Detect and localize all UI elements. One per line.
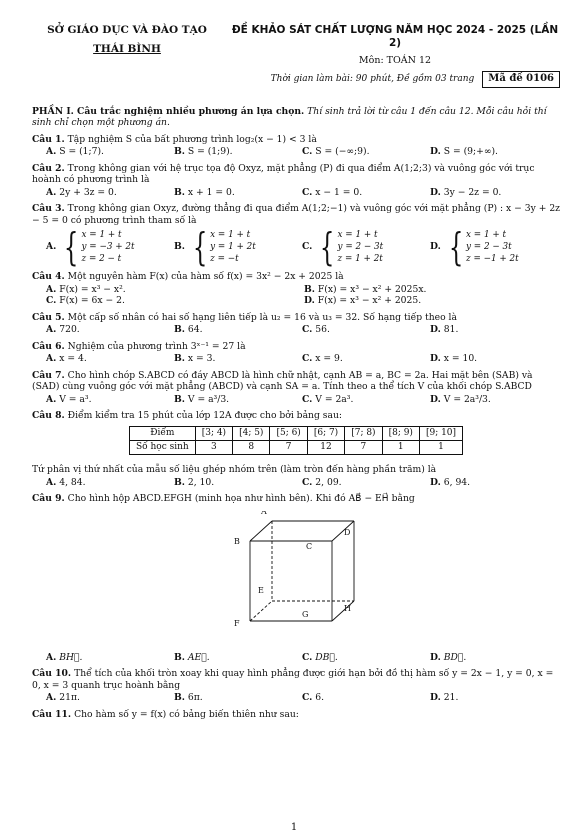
exam-header <box>32 24 560 88</box>
question-options <box>32 146 560 158</box>
exam-page <box>32 24 560 720</box>
question-text: Cho hình hộp ABCD.EFGH (minh họa như hình bên). Khi đó AB⃗ − EH⃗ bằng <box>67 493 415 505</box>
equation-lines <box>82 229 135 266</box>
table-header-cell: Số học sinh <box>129 440 195 454</box>
equation-line: y = 1 + 2t <box>210 241 256 252</box>
question-number: Câu 3. <box>32 203 65 215</box>
equation-system <box>59 225 135 270</box>
equation-system <box>444 225 519 270</box>
question-10-options <box>32 692 560 704</box>
question-text: Trong không gian với hệ trục tọa độ Oxyz, mặt phẳng (P) đi qua điểm A(1;2;3) và vuông góc với trục hoành có phương trình là <box>32 162 535 186</box>
equation-line: y = −3 + 2t <box>81 241 135 252</box>
table-cell: 1 <box>382 440 419 454</box>
equation-system <box>188 225 256 270</box>
option-a[interactable]: A. { x = 1 + t y = −3 + 2t z = 2 − t <box>46 225 135 270</box>
option-c[interactable]: C. 56. <box>302 324 330 336</box>
brace-glyph: { <box>448 225 464 270</box>
table-cell: [8; 9) <box>382 426 419 440</box>
vertex-label-e: E <box>258 585 264 595</box>
vertex-label-c: C <box>306 541 313 551</box>
equation-line: z = 2 − t <box>81 254 122 265</box>
question-stem <box>32 163 560 186</box>
option-d[interactable]: D. S = (9;+∞). <box>430 146 498 158</box>
option-c[interactable]: C. x − 1 = 0. <box>302 186 363 198</box>
time-note: Thời gian làm bài: 90 phút, Đề gồm 03 trang <box>270 73 475 84</box>
option-a[interactable]: A. 21π. <box>46 692 80 704</box>
table-cell: 8 <box>233 440 270 454</box>
table-cell: 7 <box>270 440 307 454</box>
option-a[interactable]: A. BH⃗. <box>46 651 83 663</box>
question-number: Câu 9. <box>32 493 65 505</box>
score-table-row-1 <box>129 426 462 440</box>
question-number: Câu 7. <box>32 369 65 381</box>
equation-system <box>315 225 384 270</box>
table-cell: [7; 8) <box>345 426 382 440</box>
vertex-label-a: A <box>261 510 267 516</box>
question-6 <box>32 341 560 365</box>
question-8 <box>32 410 560 422</box>
box-diagram <box>32 511 560 651</box>
question-options <box>32 225 560 270</box>
part-1-heading <box>32 106 560 129</box>
equation-line: z = −t <box>210 254 239 265</box>
question-stem <box>32 312 560 324</box>
option-b[interactable]: B. S = (1;9). <box>174 146 233 158</box>
option-b[interactable]: B. x = 3. <box>174 353 216 365</box>
option-d[interactable]: D. V = 2a³/3. <box>430 393 491 405</box>
table-cell: [9; 10] <box>419 426 462 440</box>
question-2 <box>32 163 560 199</box>
question-3 <box>32 203 561 270</box>
question-4 <box>32 271 560 307</box>
exam-info-block <box>230 24 560 88</box>
question-8-tail <box>32 464 560 488</box>
question-text: Một cấp số nhân có hai số hạng liên tiếp là u₂ = 16 và u₃ = 32. Số hạng tiếp theo là <box>67 311 457 323</box>
option-c[interactable]: C. 6. <box>302 692 325 704</box>
question-number: Câu 6. <box>32 340 65 352</box>
question-text: Một nguyên hàm F(x) của hàm số f(x) = 3x² − 2x + 2025 là <box>67 271 344 283</box>
question-number: Câu 2. <box>32 162 65 174</box>
option-d[interactable]: D. 21. <box>430 692 459 704</box>
table-cell: 3 <box>195 440 232 454</box>
question-9 <box>32 493 560 505</box>
table-cell: [6; 7) <box>307 426 344 440</box>
option-c[interactable]: C. DB⃗. <box>302 651 338 663</box>
time-row <box>230 71 560 88</box>
option-a[interactable]: A. S = (1;7). <box>46 146 104 158</box>
question-stem <box>32 410 560 422</box>
brace-glyph: { <box>192 225 208 270</box>
question-stem <box>32 203 560 226</box>
option-a[interactable]: A. F(x) = x³ − x². <box>46 283 126 295</box>
option-b[interactable]: B. x + 1 = 0. <box>174 186 235 198</box>
equation-lines <box>466 229 519 266</box>
question-5 <box>32 312 560 336</box>
box-figure <box>32 511 560 651</box>
option-b[interactable]: B. V = a³/3. <box>174 393 230 405</box>
table-cell: [3; 4) <box>195 426 232 440</box>
question-8-question: Tứ phân vị thứ nhất của mẫu số liệu ghép nhóm trên (làm tròn đến hàng phần trăm) là <box>32 464 437 476</box>
score-table <box>129 426 463 456</box>
option-c[interactable]: C. V = 2a³. <box>302 393 354 405</box>
question-text: Cho hàm số y = f(x) có bảng biến thiên như sau: <box>74 708 299 720</box>
equation-lines <box>338 229 384 266</box>
option-d[interactable]: D. { x = 1 + t y = 2 − 3t z = −1 + 2t <box>430 225 519 270</box>
equation-line: x = 1 + t <box>466 229 507 240</box>
question-options <box>32 187 560 199</box>
question-options <box>32 353 560 365</box>
option-a[interactable]: A. 2y + 3z = 0. <box>46 186 117 198</box>
equation-line: x = 1 + t <box>337 229 378 240</box>
question-number: Câu 5. <box>32 311 65 323</box>
table-cell: 7 <box>345 440 382 454</box>
equation-line: x = 1 + t <box>210 229 251 240</box>
option-b[interactable]: B. AE⃗. <box>174 651 210 663</box>
question-1 <box>32 134 560 158</box>
equation-line: z = 1 + 2t <box>337 254 383 265</box>
option-d[interactable]: D. x = 10. <box>430 353 478 365</box>
question-11 <box>32 709 560 721</box>
question-options <box>32 324 560 336</box>
question-number: Câu 11. <box>32 708 72 720</box>
question-stem <box>32 341 560 353</box>
option-a[interactable]: A. 720. <box>46 324 80 336</box>
equation-line: x = 1 + t <box>81 229 122 240</box>
org-line-1: SỞ GIÁO DỤC VÀ ĐÀO TẠO <box>47 24 207 36</box>
table-cell: [4; 5) <box>233 426 270 440</box>
table-header-cell: Điểm <box>129 426 195 440</box>
option-d[interactable]: D. 3y − 2z = 0. <box>430 186 502 198</box>
exam-subject: Môn: TOÁN 12 <box>358 55 432 67</box>
option-c[interactable]: C. 2, 09. <box>302 476 342 488</box>
option-a[interactable]: A. x = 4. <box>46 353 87 365</box>
vertex-label-b: B <box>234 536 240 546</box>
question-text: Thể tích của khối tròn xoay khi quay hình phẳng được giới hạn bởi đồ thị hàm số y = 2x − 1, y = 0, x = 0, x = 3 quanh trục hoành bằng <box>32 668 554 691</box>
option-d[interactable]: D. BD⃗. <box>430 651 467 663</box>
option-b[interactable]: B. 2, 10. <box>174 476 215 488</box>
vertex-label-d: D <box>344 527 351 537</box>
table-cell: 12 <box>307 440 344 454</box>
question-stem <box>32 271 560 283</box>
vertex-label-f: F <box>234 618 240 628</box>
option-a[interactable]: A. 4, 84. <box>46 476 86 488</box>
option-c[interactable]: C. { x = 1 + t y = 2 − 3t z = 1 + 2t <box>302 225 384 270</box>
option-c[interactable]: C. F(x) = 6x − 2. <box>46 295 125 307</box>
option-d[interactable]: D. F(x) = x³ − x² + 2025. <box>304 295 422 307</box>
exam-code-box: Mã đề 0106 <box>482 71 560 88</box>
table-cell: 1 <box>419 440 462 454</box>
equation-line: y = 2 − 3t <box>337 241 384 252</box>
option-c[interactable]: C. S = (−∞;9). <box>302 146 370 158</box>
question-text: Điểm kiểm tra 15 phút của lớp 12A được cho bởi bảng sau: <box>67 410 342 422</box>
table-cell: [5; 6) <box>270 426 307 440</box>
question-9-options <box>32 652 560 664</box>
option-b[interactable]: B. 64. <box>174 324 203 336</box>
question-number: Câu 1. <box>32 133 65 145</box>
equation-line: y = 2 − 3t <box>466 241 512 252</box>
org-line-2: THÁI BÌNH <box>93 43 161 56</box>
part-1-instruction: Thí sinh trả lời từ câu 1 đến câu 12. Mỗi câu hỏi thí sinh chỉ chọn một phương án. <box>32 105 547 129</box>
score-table-row-2 <box>129 440 462 454</box>
question-number: Câu 8. <box>32 410 65 422</box>
brace-glyph: { <box>320 225 335 270</box>
question-7 <box>32 370 560 406</box>
question-stem <box>32 370 560 393</box>
exam-title: ĐỀ KHẢO SÁT CHẤT LƯỢNG NĂM HỌC 2024 - 2025 (LẦN 2) <box>231 24 559 50</box>
equation-line: z = −1 + 2t <box>466 254 519 265</box>
question-text: Nghiệm của phương trình 3ˣ⁻¹ = 27 là <box>67 340 246 352</box>
option-b[interactable]: B. { x = 1 + t y = 1 + 2t z = −t <box>174 225 256 270</box>
option-d[interactable]: D. 81. <box>430 324 459 336</box>
question-number: Câu 10. <box>32 668 72 680</box>
question-text: Trong không gian Oxyz, đường thẳng đi qua điểm A(1;2;−1) và vuông góc với mặt phẳng (P) : x − 3y + 2z − 5 = 0 có phương trình tham số là <box>32 203 561 226</box>
vertex-label-h: H <box>344 603 351 613</box>
question-text: Tập nghiệm S của bất phương trình log₂(x − 1) < 3 là <box>67 133 317 145</box>
option-d[interactable]: D. 6, 94. <box>430 476 471 488</box>
question-number: Câu 4. <box>32 271 65 283</box>
option-a[interactable]: A. V = a³. <box>46 393 92 405</box>
brace-glyph: { <box>64 225 79 270</box>
page-number: 1 <box>290 822 298 833</box>
option-b[interactable]: B. 6π. <box>174 692 203 704</box>
equation-lines <box>210 229 256 266</box>
question-options <box>32 284 560 307</box>
question-text: Cho hình chóp S.ABCD có đáy ABCD là hình chữ nhật, cạnh AB = a, BC = 2a. Hai mặt bên (SAB) và (SAD) cùng vuông góc với mặt phẳng (ABCD) và cạnh SA = a. Tính theo a thể tích V của khối chóp S.ABCD <box>32 369 533 393</box>
vertex-label-g: G <box>302 609 309 619</box>
org-block <box>32 24 222 88</box>
option-b[interactable]: B. F(x) = x³ − x² + 2025x. <box>304 283 427 295</box>
part-1-title: PHẦN I. Câu trắc nghiệm nhiều phương án lựa chọn. <box>32 105 305 117</box>
question-10 <box>32 668 560 691</box>
question-options <box>32 394 560 406</box>
question-8-options <box>32 477 560 489</box>
option-c[interactable]: C. x = 9. <box>302 353 343 365</box>
question-list <box>32 134 560 422</box>
question-stem <box>32 134 560 146</box>
